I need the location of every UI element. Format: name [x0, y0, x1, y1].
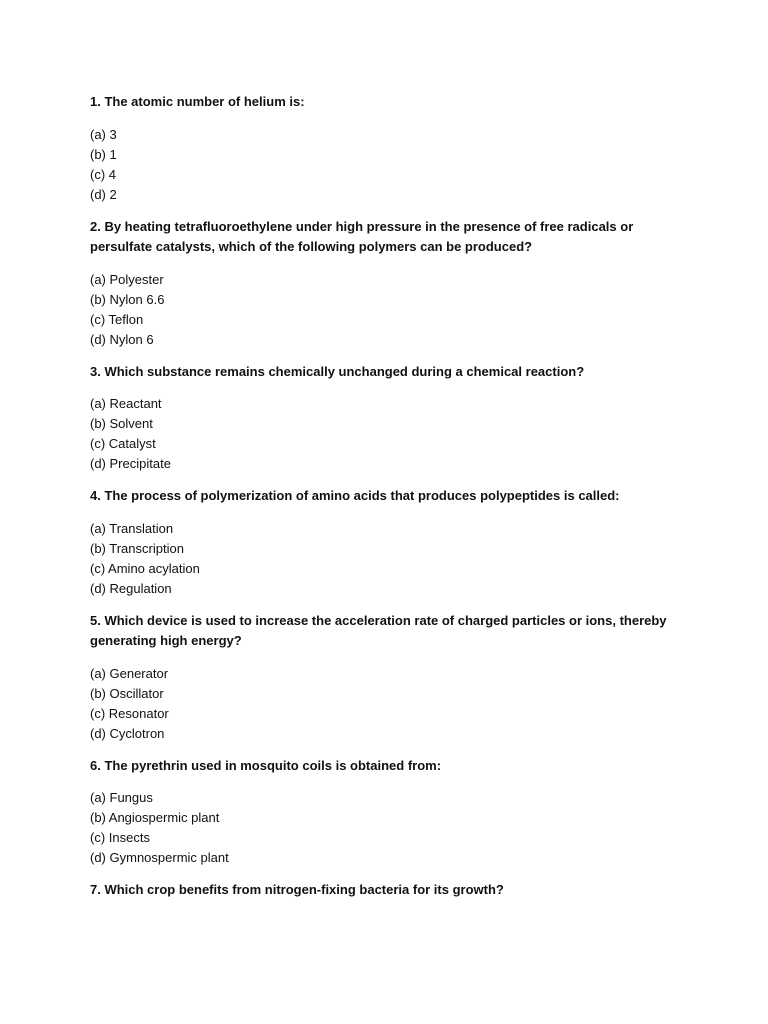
question-2 [90, 217, 690, 350]
option-a: (a) Translation [90, 520, 174, 536]
question-7 [90, 880, 690, 901]
option-b: (b) 1 [90, 146, 117, 162]
option-list [90, 270, 690, 350]
option-a: (a) Polyester [90, 271, 164, 287]
option-c: (c) Teflon [90, 311, 144, 327]
option-d: (d) Precipitate [90, 456, 171, 471]
option-a: (a) Reactant [90, 396, 162, 411]
question-text: 1. The atomic number of helium is: [90, 94, 305, 109]
option-c: (c) Resonator [90, 705, 169, 721]
question-6 [90, 756, 690, 869]
option-list [90, 125, 690, 205]
question-1 [90, 92, 690, 205]
question-5 [90, 611, 690, 744]
option-d: (d) Regulation [90, 580, 172, 596]
option-b: (b) Oscillator [90, 685, 164, 701]
option-d: (d) Gymnospermic plant [90, 850, 229, 865]
question-text: 5. Which device is used to increase the acceleration rate of charged particles or ions, thereby generating high energy? [90, 612, 667, 648]
question-text: 6. The pyrethrin used in mosquito coils is obtained from: [90, 757, 442, 773]
option-a: (a) Fungus [90, 790, 153, 805]
option-c: (c) Catalyst [90, 436, 156, 451]
option-c: (c) 4 [90, 166, 116, 182]
option-c: (c) Insects [90, 830, 150, 845]
option-a: (a) Generator [90, 665, 169, 681]
option-list [90, 519, 690, 599]
option-b: (b) Nylon 6.6 [90, 291, 165, 307]
option-b: (b) Angiospermic plant [90, 810, 220, 825]
option-a: (a) 3 [90, 126, 117, 142]
option-b: (b) Solvent [90, 416, 153, 431]
question-text: 4. The process of polymerization of amino acids that produces polypeptides is called: [90, 488, 620, 503]
question-text: 2. By heating tetrafluoroethylene under high pressure in the presence of free radicals or persulfate catalysts, which of the following polymers can be produced? [90, 218, 634, 254]
question-4 [90, 486, 690, 599]
option-list [90, 788, 690, 868]
question-3 [90, 362, 690, 475]
option-d: (d) 2 [90, 186, 117, 202]
document-page [90, 92, 690, 901]
option-d: (d) Nylon 6 [90, 331, 154, 347]
question-text: 3. Which substance remains chemically unchanged during a chemical reaction? [90, 363, 585, 379]
option-b: (b) Transcription [90, 540, 184, 556]
option-list [90, 394, 690, 474]
option-d: (d) Cyclotron [90, 725, 165, 741]
option-c: (c) Amino acylation [90, 560, 200, 576]
option-list [90, 664, 690, 744]
question-text: 7. Which crop benefits from nitrogen-fixing bacteria for its growth? [90, 882, 504, 897]
